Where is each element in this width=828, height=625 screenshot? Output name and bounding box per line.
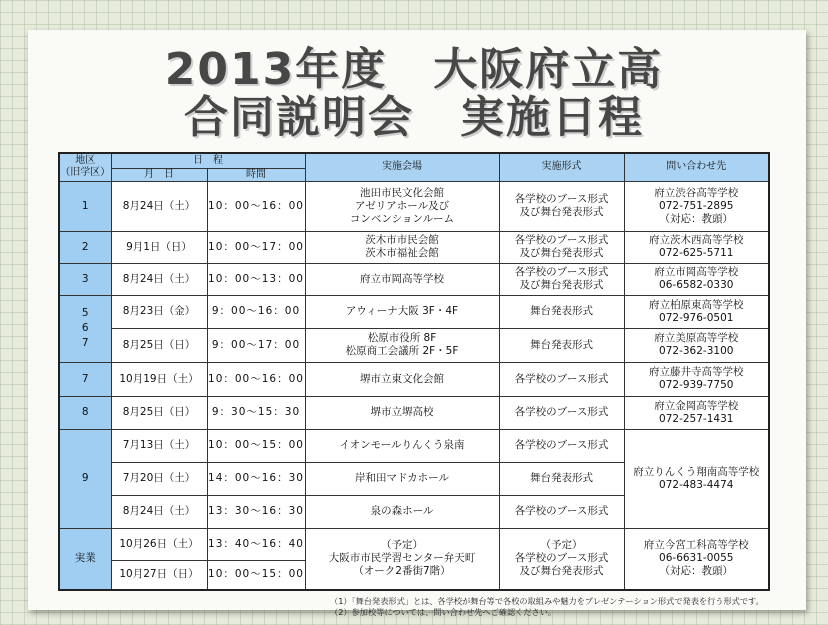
date-cell: 8月23日（金） bbox=[111, 295, 207, 328]
time-cell: 10：00～13：00 bbox=[207, 263, 305, 295]
area-cell: 実業 bbox=[59, 528, 111, 590]
table-row bbox=[59, 328, 769, 362]
venue-cell: イオンモールりんくう泉南 bbox=[305, 429, 499, 462]
time-cell: 9：00～16：00 bbox=[207, 295, 305, 328]
page-title-line2: 合同説明会 実施日程 bbox=[184, 92, 644, 143]
venue-cell: 堺市立東文化会館 bbox=[305, 362, 499, 396]
date-cell: 10月19日（土） bbox=[111, 362, 207, 396]
venue-cell: 池田市民文化会館 アゼリアホール及び コンベンションルーム bbox=[305, 181, 499, 231]
format-cell: 各学校のブース形式 及び舞台発表形式 bbox=[499, 181, 624, 231]
contact-cell: 府立美原高等学校 072-362-3100 bbox=[624, 328, 769, 362]
date-cell: 8月24日（土） bbox=[111, 495, 207, 528]
format-cell: 各学校のブース形式 bbox=[499, 495, 624, 528]
table-row bbox=[59, 231, 769, 263]
venue-cell: 松原市役所 8F 松原商工会議所 2F・5F bbox=[305, 328, 499, 362]
schedule-table bbox=[58, 152, 770, 591]
format-cell: 各学校のブース形式 bbox=[499, 362, 624, 396]
area-cell: 5 6 7 bbox=[59, 295, 111, 362]
venue-cell: 岸和田マドカホール bbox=[305, 462, 499, 495]
date-cell: 10月27日（日） bbox=[111, 560, 207, 590]
date-cell: 9月1日（日） bbox=[111, 231, 207, 263]
date-cell: 8月25日（日） bbox=[111, 396, 207, 429]
date-cell: 8月24日（土） bbox=[111, 181, 207, 231]
contact-cell: 府立藤井寺高等学校 072-939-7750 bbox=[624, 362, 769, 396]
time-cell: 14：00～16：30 bbox=[207, 462, 305, 495]
format-cell: 各学校のブース形式 及び舞台発表形式 bbox=[499, 263, 624, 295]
time-cell: 13：40～16：40 bbox=[207, 528, 305, 560]
header-venue: 実施会場 bbox=[305, 153, 499, 181]
header-area: 地区 （旧学区） bbox=[59, 153, 111, 181]
venue-cell: アウィーナ大阪 3F・4F bbox=[305, 295, 499, 328]
time-cell: 10：00～16：00 bbox=[207, 362, 305, 396]
page-title-line1: 2013年度 大阪府立高 bbox=[164, 44, 664, 95]
header-contact: 問い合わせ先 bbox=[624, 153, 769, 181]
contact-cell: 府立渋谷高等学校 072-751-2895 （対応：教頭） bbox=[624, 181, 769, 231]
time-cell: 9：30～15：30 bbox=[207, 396, 305, 429]
format-cell: 舞台発表形式 bbox=[499, 295, 624, 328]
date-cell: 10月26日（土） bbox=[111, 528, 207, 560]
area-cell: 9 bbox=[59, 429, 111, 528]
header-time: 時間 bbox=[207, 168, 305, 181]
contact-cell: 府立りんくう翔南高等学校 072-483-4474 bbox=[624, 429, 769, 528]
contact-cell: 府立金岡高等学校 072-257-1431 bbox=[624, 396, 769, 429]
table-row bbox=[59, 396, 769, 429]
format-cell: 舞台発表形式 bbox=[499, 462, 624, 495]
area-cell: 7 bbox=[59, 362, 111, 396]
venue-cell: 泉の森ホール bbox=[305, 495, 499, 528]
format-cell: 各学校のブース形式 及び舞台発表形式 bbox=[499, 231, 624, 263]
time-cell: 10：00～15：00 bbox=[207, 429, 305, 462]
venue-cell: 茨木市市民会館 茨木市福祉会館 bbox=[305, 231, 499, 263]
venue-cell: 府立市岡高等学校 bbox=[305, 263, 499, 295]
time-cell: 13：30～16：30 bbox=[207, 495, 305, 528]
area-cell: 2 bbox=[59, 231, 111, 263]
area-cell: 8 bbox=[59, 396, 111, 429]
contact-cell: 府立茨木西高等学校 072-625-5711 bbox=[624, 231, 769, 263]
header-date: 月 日 bbox=[111, 168, 207, 181]
area-cell: 3 bbox=[59, 263, 111, 295]
venue-cell: 堺市立堺高校 bbox=[305, 396, 499, 429]
footnote-1: （1）「舞台発表形式」とは、各学校が舞台等で各校の取組みや魅力をプレゼンテーション形式で発表を行う形式です。 bbox=[330, 596, 764, 606]
table-row bbox=[59, 362, 769, 396]
area-cell: 1 bbox=[59, 181, 111, 231]
venue-cell: （予定） 大阪市市民学習センター弁天町 （オーク2番街7階） bbox=[305, 528, 499, 590]
time-cell: 10：00～17：00 bbox=[207, 231, 305, 263]
table-row bbox=[59, 429, 769, 462]
footnote-2: （2）参加校等については、問い合わせ先へご確認ください。 bbox=[330, 607, 557, 617]
header-schedule: 日 程 bbox=[111, 153, 305, 168]
table-row bbox=[59, 295, 769, 328]
date-cell: 8月25日（日） bbox=[111, 328, 207, 362]
contact-cell: 府立今宮工科高等学校 06-6631-0055 （対応：教頭） bbox=[624, 528, 769, 590]
date-cell: 7月20日（土） bbox=[111, 462, 207, 495]
contact-cell: 府立市岡高等学校 06-6582-0330 bbox=[624, 263, 769, 295]
table-row bbox=[59, 263, 769, 295]
date-cell: 8月24日（土） bbox=[111, 263, 207, 295]
contact-cell: 府立柏原東高等学校 072-976-0501 bbox=[624, 295, 769, 328]
table-row bbox=[59, 181, 769, 231]
header-format: 実施形式 bbox=[499, 153, 624, 181]
time-cell: 9：00～17：00 bbox=[207, 328, 305, 362]
format-cell: 各学校のブース形式 bbox=[499, 429, 624, 462]
time-cell: 10：00～15：00 bbox=[207, 560, 305, 590]
format-cell: 舞台発表形式 bbox=[499, 328, 624, 362]
footnotes bbox=[330, 596, 810, 618]
date-cell: 7月13日（土） bbox=[111, 429, 207, 462]
time-cell: 10：00～16：00 bbox=[207, 181, 305, 231]
format-cell: （予定） 各学校のブース形式 及び舞台発表形式 bbox=[499, 528, 624, 590]
format-cell: 各学校のブース形式 bbox=[499, 396, 624, 429]
table-row bbox=[59, 528, 769, 560]
